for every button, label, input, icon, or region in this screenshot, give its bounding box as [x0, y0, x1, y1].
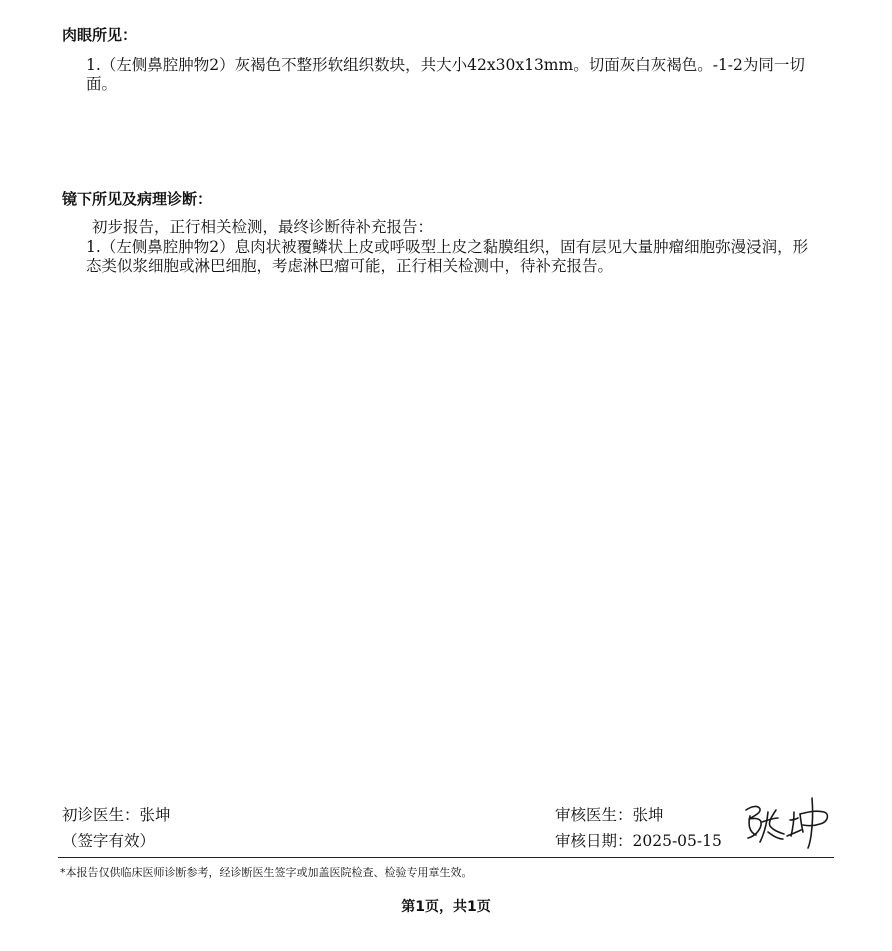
page-number: 第1页，共1页: [401, 899, 491, 915]
footer-divider: [58, 857, 834, 858]
review-doctor: 审核医生：张坤: [555, 806, 664, 824]
signature-validity-note: （签字有效）: [62, 832, 156, 850]
preliminary-report-note: 初步报告，正行相关检测，最终诊断待补充报告：: [92, 218, 434, 236]
microscopic-diagnosis-title: 镜下所见及病理诊断：: [62, 190, 213, 208]
initial-doctor: 初诊医生：张坤: [62, 806, 171, 824]
gross-findings-text: 1.（左侧鼻腔肿物2）灰褐色不整形软组织数块，共大小42x30x13mm。切面灰白灰褐色。-1-2为同一切面。: [86, 56, 805, 93]
gross-findings-title: 肉眼所见：: [62, 26, 138, 44]
report-disclaimer: *本报告仅供临床医师诊断参考，经诊断医生签字或加盖医院检查、检验专用章生效。: [60, 866, 473, 879]
review-date: 审核日期：2025-05-15: [555, 832, 722, 850]
handwritten-signature: [740, 792, 832, 850]
microscopic-diagnosis-text: 1.（左侧鼻腔肿物2）息肉状被覆鳞状上皮或呼吸型上皮之黏膜组织，固有层见大量肿瘤细胞弥漫浸润，形态类似浆细胞或淋巴细胞，考虑淋巴瘤可能，正行相关检测中，待补充报告。: [86, 238, 809, 275]
